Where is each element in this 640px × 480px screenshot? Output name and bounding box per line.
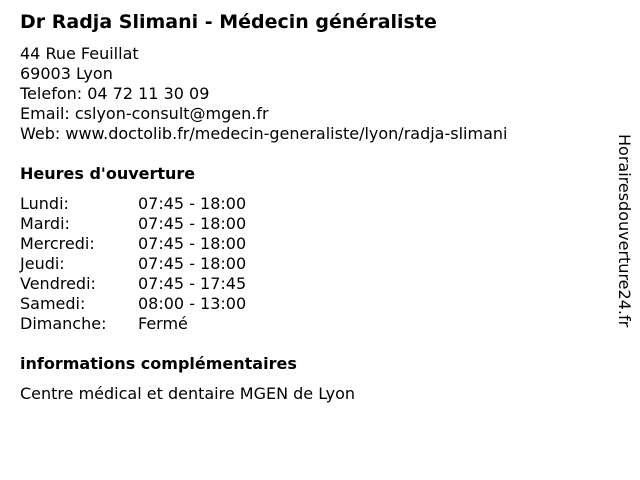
time-range: Fermé bbox=[138, 314, 188, 333]
site-watermark: Horairesdouverture24.fr bbox=[615, 134, 634, 328]
time-range: 07:45 - 17:45 bbox=[138, 274, 247, 293]
website-url: Web: www.doctolib.fr/medecin-generaliste/lyon/radja-slimani bbox=[20, 124, 508, 143]
contact-block bbox=[20, 44, 507, 144]
opening-hours-heading: Heures d'ouverture bbox=[20, 164, 196, 183]
hours-row-wednesday bbox=[20, 234, 246, 254]
additional-info-text: Centre médical et dentaire MGEN de Lyon bbox=[20, 384, 356, 403]
day-label: Mardi: bbox=[20, 214, 70, 233]
day-label: Lundi: bbox=[20, 194, 69, 213]
hours-row-friday bbox=[20, 274, 246, 294]
hours-row-monday bbox=[20, 194, 246, 214]
city-postcode: 69003 Lyon bbox=[20, 64, 113, 83]
time-range: 07:45 - 18:00 bbox=[138, 214, 247, 233]
hours-row-saturday bbox=[20, 294, 246, 314]
day-label: Jeudi: bbox=[20, 254, 65, 273]
street-address: 44 Rue Feuillat bbox=[20, 44, 139, 63]
day-label: Samedi: bbox=[20, 294, 86, 313]
additional-info-heading: informations complémentaires bbox=[20, 354, 297, 373]
time-range: 07:45 - 18:00 bbox=[138, 254, 247, 273]
time-range: 08:00 - 13:00 bbox=[138, 294, 247, 313]
day-label: Vendredi: bbox=[20, 274, 96, 293]
phone-number: Telefon: 04 72 11 30 09 bbox=[20, 84, 210, 103]
time-range: 07:45 - 18:00 bbox=[138, 234, 247, 253]
day-label: Dimanche: bbox=[20, 314, 107, 333]
hours-row-thursday bbox=[20, 254, 246, 274]
opening-hours-list bbox=[20, 194, 246, 334]
time-range: 07:45 - 18:00 bbox=[138, 194, 247, 213]
hours-row-sunday bbox=[20, 314, 246, 334]
email-address: Email: cslyon-consult@mgen.fr bbox=[20, 104, 269, 123]
page-title: Dr Radja Slimani - Médecin généraliste bbox=[20, 11, 437, 33]
hours-row-tuesday bbox=[20, 214, 246, 234]
day-label: Mercredi: bbox=[20, 234, 95, 253]
